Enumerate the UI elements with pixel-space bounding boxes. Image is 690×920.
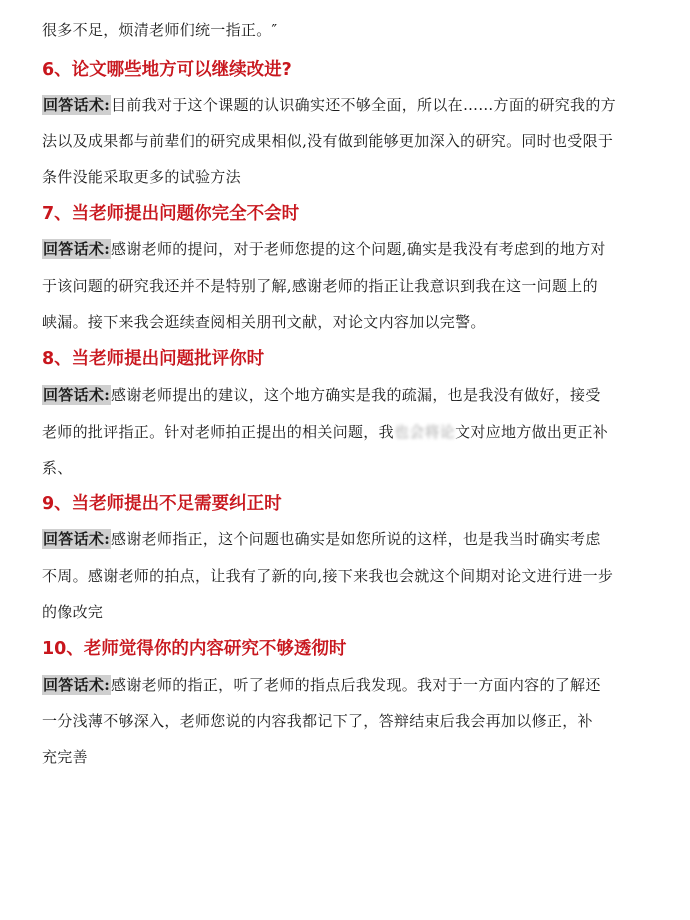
- section-8-line-3: 系、: [42, 459, 73, 477]
- section-10-line-3: 充完善: [42, 748, 88, 766]
- section-heading-9: 9、当老师提出不足需要纠正时: [42, 494, 282, 514]
- section-7-line-3: 峡漏。接下来我会逛续查阅相关朋刊文献，对论文内容加以完警。: [42, 313, 486, 331]
- section-10-line-1: [42, 675, 652, 695]
- section-9-line-3: 的像改完: [42, 603, 104, 621]
- section-8-text-1: 感谢老师提出的建议，这个地方确实是我的疏漏，也是我没有做好，接受: [111, 386, 601, 404]
- section-8-line-1: [42, 385, 652, 405]
- section-10-line-2: 一分浅薄不够深入，老师您说的内容我都记下了，答辩结束后我会再加以修正，补: [42, 712, 593, 730]
- section-7-line-2: 于该问题的研究我还并不是特别了解,感谢老师的指正让我意识到我在这一问题上的: [42, 277, 598, 295]
- answer-label: 回答话术:: [43, 240, 111, 258]
- intro-line: 很多不足，烦清老师们统一指正。″: [42, 21, 278, 39]
- section-8-text-2-tail: 文对应地方做出更正补: [455, 423, 609, 441]
- section-8-text-2: 老师的批评指正。针对老师拍正提出的相关问题，我: [42, 423, 394, 441]
- section-heading-8: 8、当老师提出问题批评你时: [42, 349, 265, 369]
- section-7-text-1: 感谢老师的提问，对于老师您提的这个问题,确实是我没有考虑到的地方对: [111, 240, 606, 258]
- section-10-text-1: 感谢老师的指正，听了老师的指点后我发现。我对于一方面内容的了解还: [111, 676, 601, 694]
- section-6-line-2: 法以及成果都与前辈们的研究成果相似,没有做到能够更加深入的研究。同时也受限于: [42, 132, 614, 150]
- section-6-line-3: 条件没能采取更多的试验方法: [42, 168, 241, 186]
- section-9-line-1: [42, 529, 652, 549]
- answer-label: 回答话术:: [43, 386, 111, 404]
- section-heading-10: 10、老师觉得你的内容研究不够透彻时: [42, 639, 347, 659]
- section-7-line-1: [42, 239, 652, 259]
- section-8-line-2: [42, 422, 652, 442]
- answer-label: 回答话术:: [43, 676, 111, 694]
- blurred-text: 也会将论: [393, 423, 456, 441]
- section-6-line-1: [42, 95, 652, 115]
- answer-label: 回答话术:: [43, 530, 111, 548]
- answer-label: 回答话术:: [43, 96, 111, 114]
- section-heading-6: 6、论文哪些地方可以继续改进?: [42, 60, 292, 80]
- section-9-line-2: 不周。感谢老师的拍点，让我有了新的向,接下来我也会就这个间期对论文进行进一步: [42, 567, 614, 585]
- section-9-text-1: 感谢老师指正，这个问题也确实是如您所说的这样，也是我当时确实考虑: [111, 530, 601, 548]
- section-heading-7: 7、当老师提出问题你完全不会时: [42, 204, 300, 224]
- section-6-text-1: 目前我对于这个课题的认识确实还不够全面，所以在……方面的研究我的方: [111, 96, 616, 114]
